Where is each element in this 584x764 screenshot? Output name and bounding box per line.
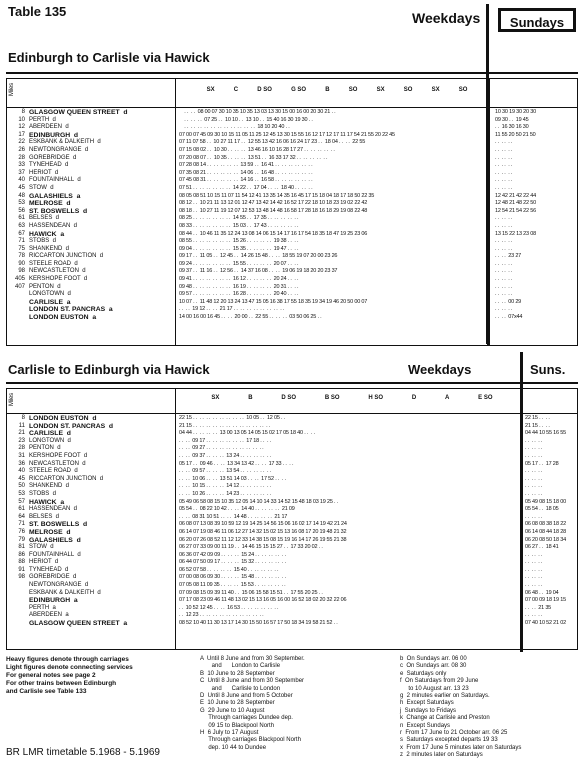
station-name: PENTON d bbox=[29, 445, 61, 452]
station-name: EDINBURGH d bbox=[29, 131, 79, 139]
sunday-row: . . . . 21 35 bbox=[525, 604, 552, 611]
sunday-row: . . . . . . bbox=[495, 215, 513, 222]
col-code: D SO bbox=[257, 87, 272, 93]
station-name: LONDON EUSTON a bbox=[29, 314, 97, 322]
timetable-row: 07 15 08 02 . . 10 30 . . . . . . 13 46 16 10 16 28 17 27 . . . . . . . . . . bbox=[179, 146, 335, 153]
station-name: NEWCASTLETON d bbox=[29, 460, 86, 467]
sunday-row: 04 44 10 55 16 55 bbox=[525, 430, 566, 437]
timetable-row: 04 44 . . . . . . . . 13 00 13 05 14 05 15 02 17 05 18 40 . . . . bbox=[179, 430, 315, 437]
timetable-row: 21 15 . . . . . . . . . . . . . . . . . . . . . . . . bbox=[179, 422, 271, 429]
section1-title: Edinburgh to Carlisle via Hawick bbox=[8, 50, 210, 65]
station-name: KERSHOPE FOOT d bbox=[29, 452, 88, 459]
mileage: 53 bbox=[18, 490, 25, 497]
mileage: 53 bbox=[18, 200, 25, 207]
sunday-row: . . . . . . bbox=[495, 276, 513, 283]
station-name: ST. BOSWELLS d bbox=[29, 207, 88, 215]
section2-station-list bbox=[29, 415, 127, 628]
col-code: SO bbox=[403, 87, 413, 93]
col-code: SX bbox=[376, 87, 385, 93]
weekdays-heading: Weekdays bbox=[412, 10, 481, 26]
station-name: GLASGOW QUEEN STREET a bbox=[29, 620, 128, 628]
col-code: C bbox=[233, 87, 239, 93]
timetable-row: 08 18 . . 10 27 11 19 12 07 12 53 13 48 14 48 16 58 17 28 18 16 18 29 19 08 22 48 bbox=[179, 207, 368, 214]
mileage: 56 bbox=[18, 207, 25, 214]
sunday-row: . . . . . . bbox=[525, 612, 543, 619]
station-name: MELROSE d bbox=[29, 200, 71, 208]
timetable-row: 14 00 16 00 16 45 . . . . 20 00 . . 22 55 . . . . . . 03 50 06 25 . . bbox=[179, 314, 322, 321]
timetable-row: 09 37 . . 11 16 . . 12 56 . . 14 37 16 08 . . . . 19 06 19 18 20 20 23 37 bbox=[179, 268, 338, 275]
footnote: D Until 8 June and from 5 October bbox=[200, 693, 293, 700]
timetable-row: 06 44 07 50 09 17 . . . . . . 15 32 . . . . . . . . . . bbox=[179, 559, 286, 566]
station-name: NEWTONGRANGE d bbox=[29, 146, 89, 153]
sunday-row: 10 30 19 30 20 30 bbox=[495, 109, 536, 115]
mileage: 79 bbox=[18, 536, 25, 543]
sunday-row: . . . . . . bbox=[495, 177, 513, 184]
station-name: HASSENDEAN d bbox=[29, 506, 78, 513]
mileage: 407 bbox=[14, 283, 25, 290]
station-name: LONDON ST. PANCRAS a bbox=[29, 306, 113, 314]
mileage: 40 bbox=[18, 468, 25, 475]
station-name: GOREBRIDGE d bbox=[29, 154, 77, 161]
footnote: Heavy figures denote through carriages bbox=[6, 656, 129, 663]
sunday-row: 12 54 21 54 22 56 bbox=[495, 207, 536, 214]
station-name: GLASGOW QUEEN STREET d bbox=[29, 109, 128, 116]
sunday-row: . . . . . . bbox=[525, 574, 543, 581]
footnote: to 10 August arr. 13 23 bbox=[400, 685, 469, 692]
mileage: 31 bbox=[18, 452, 25, 459]
station-name: LONDON EUSTON d bbox=[29, 415, 97, 422]
col-code: B bbox=[248, 395, 253, 401]
station-name: STEELE ROAD d bbox=[29, 468, 78, 475]
timetable-row: 07 11 07 58 . . 10 27 11 17 . . 12 55 13 42 16 06 16 24 17 23 . . 18 04 . . . . 22 55 bbox=[179, 139, 366, 146]
station-name: HERIOT d bbox=[29, 169, 59, 176]
station-name: ABERDEEN d bbox=[29, 124, 69, 131]
sunday-row: . . . . . . bbox=[525, 475, 543, 482]
mileage: 71 bbox=[18, 238, 25, 245]
section2-table bbox=[6, 388, 578, 650]
mileage: 28 bbox=[18, 445, 25, 452]
station-name: HAWICK a bbox=[29, 498, 65, 506]
section2-station-divider bbox=[175, 389, 176, 649]
mileage: 78 bbox=[18, 253, 25, 260]
section2-weekday-times bbox=[179, 415, 517, 628]
station-name: HERIOT d bbox=[29, 559, 59, 566]
section2-miles-label: Miles bbox=[9, 393, 15, 407]
mileage: 75 bbox=[18, 245, 25, 252]
station-name: GALASHIELS d bbox=[29, 536, 81, 544]
mileage: 11 bbox=[18, 422, 25, 429]
section1-header-rule bbox=[7, 107, 577, 108]
footnote: and Carlisle see Table 133 bbox=[6, 688, 87, 695]
mileage: 57 bbox=[18, 498, 25, 505]
mileage: 8 bbox=[21, 109, 25, 115]
footnote: b On Sundays arr. 06 00 bbox=[400, 656, 467, 662]
sunday-row: . . . . . . bbox=[525, 452, 543, 459]
timetable-row: 06 08 07 13 08 39 10 59 12 19 14 25 14 56 15 06 16 02 17 14 19 42 21 24 bbox=[179, 521, 347, 528]
timetable-row: . . . . 10 15 . . . . . . 14 12 . . . . . . . . . . bbox=[179, 483, 271, 490]
timetable-row: 07 05 08 11 09 35 . . . . . . 15 53 . . . . . . . . . . bbox=[179, 582, 286, 589]
sunday-row: . . . . . . bbox=[525, 445, 543, 452]
sunday-row: 06 20 08 50 18 34 bbox=[525, 536, 566, 543]
notes-middle bbox=[200, 656, 305, 752]
sunday-row: . . . . . . bbox=[495, 154, 513, 161]
mileage: 37 bbox=[18, 169, 25, 176]
timetable-row: . . . . . . 07 25 . . 10 10 . . 13 10 . . 15 40 16 30 19 30 . . bbox=[179, 116, 313, 123]
col-code: SX bbox=[431, 87, 440, 93]
timetable-row: 08 25 . . . . . . . . . . . . 14 55 . . 17 35 . . . . . . . . . . bbox=[179, 215, 299, 222]
footnote: H 6 July to 17 August bbox=[200, 730, 259, 737]
station-name: LONGTOWN d bbox=[29, 437, 71, 444]
col-code: B SO bbox=[324, 395, 340, 401]
col-code: A bbox=[445, 395, 450, 401]
mileage: 405 bbox=[14, 276, 25, 283]
mileage: 10 bbox=[18, 116, 25, 123]
col-code: G SO bbox=[291, 87, 307, 93]
timetable-row: 06 14 07 19 08 46 11 06 12 27 14 32 15 02 15 13 16 08 17 20 19 48 21 32 bbox=[179, 528, 347, 535]
station-name: CARLISLE a bbox=[29, 298, 71, 306]
mileage: 21 bbox=[18, 430, 25, 437]
section1-station-divider bbox=[175, 79, 176, 345]
station-name: FOUNTAINHALL d bbox=[29, 177, 81, 184]
station-name: GALASHIELS a bbox=[29, 192, 81, 200]
timetable-row: . . . . 09 57 . . . . . . 13 54 . . . . . . . . . . bbox=[179, 468, 271, 475]
timetable-row: 07 35 08 21 . . . . . . . . . . 14 06 . . 16 48 . . . . . . . . . . . . bbox=[179, 169, 313, 176]
sunday-row: . . . . . . bbox=[495, 260, 513, 267]
timetable-row: . . . . . . . . . . . . . . . . . . . . . . 18 10 20 40 . . bbox=[179, 124, 290, 131]
col-code: SO bbox=[458, 87, 468, 93]
mileage: 91 bbox=[18, 566, 25, 573]
timetable-row: 05 17 . . 09 46 . . . . 13 34 13 42 . . . . 17 33 . . . . bbox=[179, 460, 294, 467]
sunday-row: 12 42 21 42 22 44 bbox=[495, 192, 536, 199]
notes-left bbox=[6, 656, 133, 696]
sunday-row: . . . . 23 27 bbox=[495, 253, 522, 260]
station-name: TYNEHEAD d bbox=[29, 162, 69, 169]
station-name: MELROSE d bbox=[29, 528, 71, 536]
station-name: STOW d bbox=[29, 184, 54, 191]
timetable-row: 07 17 08 23 09 46 11 48 13 02 15 13 16 05 16 00 16 52 18 02 20 32 22 06 bbox=[179, 597, 347, 604]
footnote: f On Saturdays from 29 June bbox=[400, 678, 479, 685]
timetable-row: 08 44 . . 10 46 11 35 12 24 13 08 14 06 15 14 17 16 17 54 18 35 18 47 19 25 23 06 bbox=[179, 230, 368, 237]
sunday-row: . . . . . . bbox=[495, 245, 513, 252]
station-name: LONDON ST. PANCRAS d bbox=[29, 422, 114, 430]
sunday-row: 11 55 20 50 21 50 bbox=[495, 131, 536, 138]
station-name: HAWICK a bbox=[29, 230, 65, 238]
table-number: Table 135 bbox=[8, 4, 67, 19]
footnote: c On Sundays arr. 08 30 bbox=[400, 663, 467, 670]
mileage: 76 bbox=[18, 528, 25, 535]
station-name: STOW d bbox=[29, 544, 54, 551]
timetable-row: 09 04 . . . . . . . . . . . . 15 35 . . . . . . . . 19 47 . . . . bbox=[179, 245, 299, 252]
sunday-row: 07 40 10 52 21 02 bbox=[525, 620, 566, 627]
col-code: SX bbox=[211, 395, 220, 401]
col-code: H SO bbox=[368, 395, 384, 401]
mileage: 71 bbox=[18, 521, 25, 528]
station-name: SHANKEND d bbox=[29, 483, 70, 490]
timetable-row: 07 20 08 07 . . 10 35 . . . . . . 13 51 . . 16 33 17 32 . . . . . . . . . . bbox=[179, 154, 328, 161]
timetable-row: . . . . 09 27 . . . . . . . . . . . . . . . . . . bbox=[179, 445, 264, 452]
mileage: 67 bbox=[18, 230, 25, 237]
timetable-row: . . . . 19 12 . . . . 21 17 . . . . . . . . . . . . . . . . bbox=[179, 306, 285, 313]
sunday-row: . . . . . . bbox=[525, 559, 543, 566]
station-name: PERTH d bbox=[29, 116, 56, 123]
mileage: 36 bbox=[18, 460, 25, 467]
section2-header-rule bbox=[7, 413, 577, 414]
sunday-row: 05 17 . . 17 28 bbox=[525, 460, 559, 467]
timetable-row: 08 55 . . . . . . . . . . . . 15 26 . . . . . . . . 19 38 . . . . bbox=[179, 238, 299, 245]
station-name: HASSENDEAN d bbox=[29, 222, 78, 229]
mileage: 86 bbox=[18, 551, 25, 558]
station-name: LONGTOWN d bbox=[29, 291, 71, 298]
mileage: 17 bbox=[18, 131, 25, 138]
sunday-row: . . . . . . bbox=[525, 566, 543, 573]
footnote: For general notes see page 2 bbox=[6, 672, 96, 679]
mileage: 23 bbox=[18, 437, 25, 444]
station-name: ESKBANK & DALKEITH d bbox=[29, 139, 101, 146]
timetable-row: 08 52 10 40 11 30 13 17 14 30 15 50 16 57 17 50 18 34 19 58 21 52 . . bbox=[179, 620, 338, 627]
section1-table bbox=[6, 78, 578, 346]
timetable-row: 09 57 . . . . . . . . . . . . 16 28 . . . . . . . . 20 40 . . . . bbox=[179, 291, 299, 298]
sunday-row: . . . . 07x44 bbox=[495, 314, 523, 321]
station-name: STOBS d bbox=[29, 490, 56, 497]
sunday-row: 06 08 08 38 18 22 bbox=[525, 521, 566, 528]
footnote: For other trains between Edinburgh bbox=[6, 680, 117, 687]
mileage: 61 bbox=[18, 506, 25, 513]
station-name: STEELE ROAD d bbox=[29, 260, 78, 267]
footnote: j Sundays to Fridays bbox=[400, 707, 457, 714]
sunday-row: 07 00 09 18 19 15 bbox=[525, 597, 566, 604]
col-code: E SO bbox=[478, 395, 493, 401]
footnote: C Until 8 June and from 30 September bbox=[200, 678, 305, 685]
timetable-row: . . . . 10 06 . . . . 13 51 14 03 . . . . 17 52 . . . . bbox=[179, 475, 286, 482]
sunday-row: . . . . . . bbox=[525, 437, 543, 444]
timetable-row: 09 48 . . . . . . . . . . . . 16 19 . . . . . . . . 20 31 . . . . bbox=[179, 283, 299, 290]
timetable-row: . . . . 08 31 10 51 . . . . 14 48 . . . . . . . . 21 17 bbox=[179, 513, 288, 520]
section2-suns-heading: Suns. bbox=[530, 362, 566, 377]
section2-title: Carlisle to Edinburgh via Hawick bbox=[8, 362, 210, 377]
sunday-row: . . . . . . bbox=[495, 184, 513, 191]
station-name: SHANKEND d bbox=[29, 245, 70, 252]
mileage: 33 bbox=[18, 162, 25, 169]
section1-station-list bbox=[29, 109, 128, 322]
mileage: 26 bbox=[18, 146, 25, 153]
section1-miles-column bbox=[9, 109, 25, 291]
timetable-row: 07 00 08 06 09 30 . . . . . . 15 48 . . . . . . . . . . bbox=[179, 574, 286, 581]
sunday-row: . . . . . . bbox=[525, 551, 543, 558]
footnote: Through carriages Dundee dep. bbox=[200, 715, 293, 722]
mileage: 45 bbox=[18, 184, 25, 191]
sunday-row: . . . . . . bbox=[495, 291, 513, 298]
section1-sunday-times bbox=[495, 109, 575, 322]
sunday-row: . . . . . . bbox=[525, 490, 543, 497]
mileage: 98 bbox=[18, 574, 25, 581]
station-name: NEWTONGRANGE d bbox=[29, 582, 89, 589]
sunday-row: . . . . . . bbox=[495, 306, 513, 313]
station-name: RICCARTON JUNCTION d bbox=[29, 253, 104, 260]
sunday-row: 13 15 22 13 23 08 bbox=[495, 230, 536, 237]
sunday-row: . . . . 00 29 bbox=[495, 298, 522, 305]
section2-sunday-times bbox=[525, 415, 577, 628]
sunday-row: 06 48 . . 19 04 bbox=[525, 589, 559, 596]
station-name: ABERDEEN a bbox=[29, 612, 69, 619]
section2-top-rule bbox=[6, 382, 578, 384]
timetable-row: 07 09 08 15 09 39 11 40 . . 15 06 15 58 15 51 . . 17 55 20 25 . . bbox=[179, 589, 323, 596]
footnote: B 10 June to 28 September bbox=[200, 670, 275, 677]
timetable-row: 09 17 . . 11 05 . . 12 45 . . 14 26 15 48 . . . . 18 55 19 07 20 00 23 26 bbox=[179, 253, 338, 260]
sunday-row: . . . . . . bbox=[525, 513, 543, 520]
footnote: s Saturdays excepted departs 19 33 bbox=[400, 737, 498, 744]
col-code: SO bbox=[348, 87, 358, 93]
section2-miles-column bbox=[9, 415, 25, 582]
timetable-row: 10 07 . . 11 48 12 20 13 24 13 47 15 05 16 38 17 55 18 35 19 34 19 46 20 50 00 07 bbox=[179, 298, 368, 305]
timetable-row: 06 36 07 42 09 09 . . . . . . 15 24 . . . . . . . . . . bbox=[179, 551, 286, 558]
col-code: SX bbox=[206, 87, 215, 93]
timetable-row: . . 10 52 12 45 . . . . 16 53 . . . . . . . . . . . . bbox=[179, 604, 279, 611]
section2-column-codes bbox=[197, 395, 507, 401]
section2-weekdays-heading: Weekdays bbox=[408, 362, 472, 377]
sunday-row: 05 49 08 15 18 00 bbox=[525, 498, 566, 505]
mileage: 61 bbox=[18, 215, 25, 222]
timetable-row: 07 45 08 31 . . . . . . . . . . 14 16 . . 16 58 . . . . . . . . . . . . bbox=[179, 177, 313, 184]
sunday-row: . . . . . . bbox=[525, 582, 543, 589]
station-name: KERSHOPE FOOT d bbox=[29, 276, 88, 283]
mileage: 81 bbox=[18, 544, 25, 551]
station-name: CARLISLE d bbox=[29, 430, 71, 438]
footnote: x From 17 June 5 minutes later on Saturdays bbox=[400, 744, 522, 751]
footnote: and London to Carlisle bbox=[200, 663, 281, 670]
sunday-row: . . . . . . bbox=[495, 238, 513, 245]
mileage: 12 bbox=[18, 124, 25, 131]
timetable-row: 22 15 . . . . . . . . . . . . . . . . 10 05 . . 12 05 . . bbox=[179, 415, 286, 421]
col-code: D bbox=[411, 395, 417, 401]
col-code: D SO bbox=[281, 395, 297, 401]
sunday-row: . . . . . . bbox=[495, 162, 513, 169]
timetable-row: 05 49 06 58 08 15 10 35 12 05 14 10 14 33 14 52 15 48 18 03 19 25 . . bbox=[179, 498, 338, 505]
sundays-heading: Sundays bbox=[498, 8, 576, 32]
sunday-row: 06 14 08 44 18 28 bbox=[525, 528, 566, 535]
sunday-row: . . . . . . bbox=[495, 146, 513, 153]
timetable-row: 09 24 . . . . . . . . . . . . 15 55 . . . . . . . . 20 07 . . . . bbox=[179, 260, 299, 267]
station-name: GOREBRIDGE d bbox=[29, 574, 77, 581]
section1-weekday-times bbox=[179, 109, 485, 322]
timetable-row: . . . . 08 00 07 30 10 35 10 35 13 03 13 30 15 00 16 00 20 30 21 . . bbox=[179, 109, 336, 115]
timetable-row: 07 00 07 45 09 30 10 15 11 05 11 25 12 45 13 30 15 55 16 12 17 12 17 11 17 54 21 55 20 22 45 bbox=[179, 131, 395, 138]
sunday-row: 21 15 . . . . bbox=[525, 422, 550, 429]
footnote: e Saturdays only bbox=[400, 670, 447, 677]
timetable-row: 06 20 07 26 08 52 11 12 12 33 14 38 15 08 15 19 16 14 17 26 19 55 21 38 bbox=[179, 536, 347, 543]
notes-right bbox=[400, 656, 521, 760]
station-name: FOUNTAINHALL d bbox=[29, 551, 81, 558]
station-name: NEWCASTLETON d bbox=[29, 268, 86, 275]
footnote: n Except Sundays bbox=[400, 722, 451, 729]
footnote: E 10 June to 28 September bbox=[200, 700, 275, 707]
sunday-row: . . . . . . bbox=[525, 468, 543, 475]
station-name: STOBS d bbox=[29, 238, 56, 245]
sunday-row: . . . . . . bbox=[495, 222, 513, 229]
timetable-row: 09 41 . . . . . . . . . . . . 16 12 . . . . . . . . 20 24 . . . . bbox=[179, 276, 299, 283]
footnote: r From 17 June to 21 October arr. 06 25 bbox=[400, 730, 508, 737]
timetable-row: 05 54 . . 08 22 10 42 . . . . 14 40 . . . . . . . . 21 09 bbox=[179, 506, 295, 513]
mileage: 22 bbox=[18, 139, 25, 146]
timetable-row: . . 12 23 . . . . . . . . . . . . . . . . . . . . bbox=[179, 612, 264, 619]
footnote: h Except Saturdays bbox=[400, 700, 454, 707]
station-name: EDINBURGH a bbox=[29, 597, 78, 605]
station-name: RICCARTON JUNCTION d bbox=[29, 475, 104, 482]
footnote: k Change at Carlisle and Preston bbox=[400, 715, 490, 722]
timetable-row: . . . . 09 37 . . . . . . 13 24 . . . . . . . . . . bbox=[179, 452, 271, 459]
section1-miles-label: Miles bbox=[9, 83, 15, 97]
timetable-row: 07 51 . . . . . . . . . . . . 14 22 . . 17 04 . . . . 18 40 . . . . . . bbox=[179, 184, 313, 191]
station-name: BELSES d bbox=[29, 215, 60, 222]
timetable-row: 08 33 . . . . . . . . . . . . 15 03 . . 17 43 . . . . . . . . . . bbox=[179, 222, 299, 229]
station-name: PENTON d bbox=[29, 283, 61, 290]
timetable-row: 06 27 07 33 09 00 11 19 . . 14 46 15 15 15 27 . . 17 33 20 02 . . bbox=[179, 544, 323, 551]
footnote: A Until 8 June and from 30 September. bbox=[200, 656, 305, 662]
timetable-row: 06 52 07 58 . . . . . . . . 15 40 . . . . . . . . . . bbox=[179, 566, 279, 573]
mileage: 98 bbox=[18, 268, 25, 275]
sunday-row: . . . . . . bbox=[495, 283, 513, 290]
sunday-row: 06 27 . . 18 41 bbox=[525, 544, 559, 551]
mileage: 48 bbox=[18, 192, 25, 199]
mileage: 64 bbox=[18, 513, 25, 520]
footnote: 09 15 to Blackpool North bbox=[200, 722, 275, 729]
station-name: PERTH a bbox=[29, 604, 56, 611]
mileage: 28 bbox=[18, 154, 25, 161]
sunday-row: . . . . . . bbox=[525, 483, 543, 490]
footnote: Through carriages Blackpool North bbox=[200, 737, 301, 744]
footnote: g 2 minutes earlier on Saturdays. bbox=[400, 693, 490, 700]
caption: BR LMR timetable 5.1968 - 5.1969 bbox=[6, 747, 160, 758]
mileage: 50 bbox=[18, 483, 25, 490]
station-name: ESKBANK & DALKEITH d bbox=[29, 589, 101, 596]
mileage: 63 bbox=[18, 222, 25, 229]
mileage: 8 bbox=[21, 415, 25, 421]
timetable-row: 08 05 08 51 10 15 11 07 11 54 12 41 13 35 14 35 16 45 17 15 18 04 18 17 18 50 22 35 bbox=[179, 192, 375, 199]
footnote: G 29 June to 10 August bbox=[200, 707, 265, 714]
timetable-row: 07 28 08 14 . . . . . . . . . . 13 59 . . 16 41 . . . . . . . . . . . . bbox=[179, 162, 313, 169]
mileage: 45 bbox=[18, 475, 25, 482]
station-name: TYNEHEAD d bbox=[29, 566, 69, 573]
sunday-row: . . . . . . bbox=[495, 139, 513, 146]
sunday-row: 12 48 21 48 22 50 bbox=[495, 200, 536, 207]
footnote: Light figures denote connecting services bbox=[6, 664, 133, 671]
sunday-row: 05 54 . . 18 05 bbox=[525, 506, 559, 513]
footnote: dep. 10 44 to Dundee bbox=[200, 744, 267, 751]
col-code: B bbox=[325, 87, 330, 93]
footnote: and Carlisle to London bbox=[200, 685, 281, 692]
timetable-row: . . . . 09 17 . . . . . . . . . . . . 17 18 . . . . bbox=[179, 437, 271, 444]
station-name: BELSES d bbox=[29, 513, 60, 520]
timetable-row: . . . . 10 26 . . . . . . 14 23 . . . . . . . . . . bbox=[179, 490, 271, 497]
mileage: 90 bbox=[18, 260, 25, 267]
section1-column-codes bbox=[197, 87, 477, 93]
section1-top-rule bbox=[6, 72, 578, 74]
station-name: ST. BOSWELLS d bbox=[29, 521, 88, 529]
mileage: 40 bbox=[18, 177, 25, 184]
timetable-row: 08 12 . . 10 21 11 13 12 01 12 47 13 42 14 42 16 52 17 22 18 10 18 23 19 02 22 42 bbox=[179, 200, 368, 207]
sunday-row: . . . . . . bbox=[495, 268, 513, 275]
sunday-row: 22 15 . . . . bbox=[525, 415, 550, 421]
mileage: 88 bbox=[18, 559, 25, 566]
footnote: z 2 minutes later on Saturdays bbox=[400, 752, 483, 759]
sunday-row: . . . . . . bbox=[495, 169, 513, 176]
section1-sunday-divider bbox=[487, 79, 490, 345]
sunday-row: 09 30 . . 19 45 bbox=[495, 116, 529, 123]
sunday-row: . . 16 30 16 30 bbox=[495, 124, 529, 131]
